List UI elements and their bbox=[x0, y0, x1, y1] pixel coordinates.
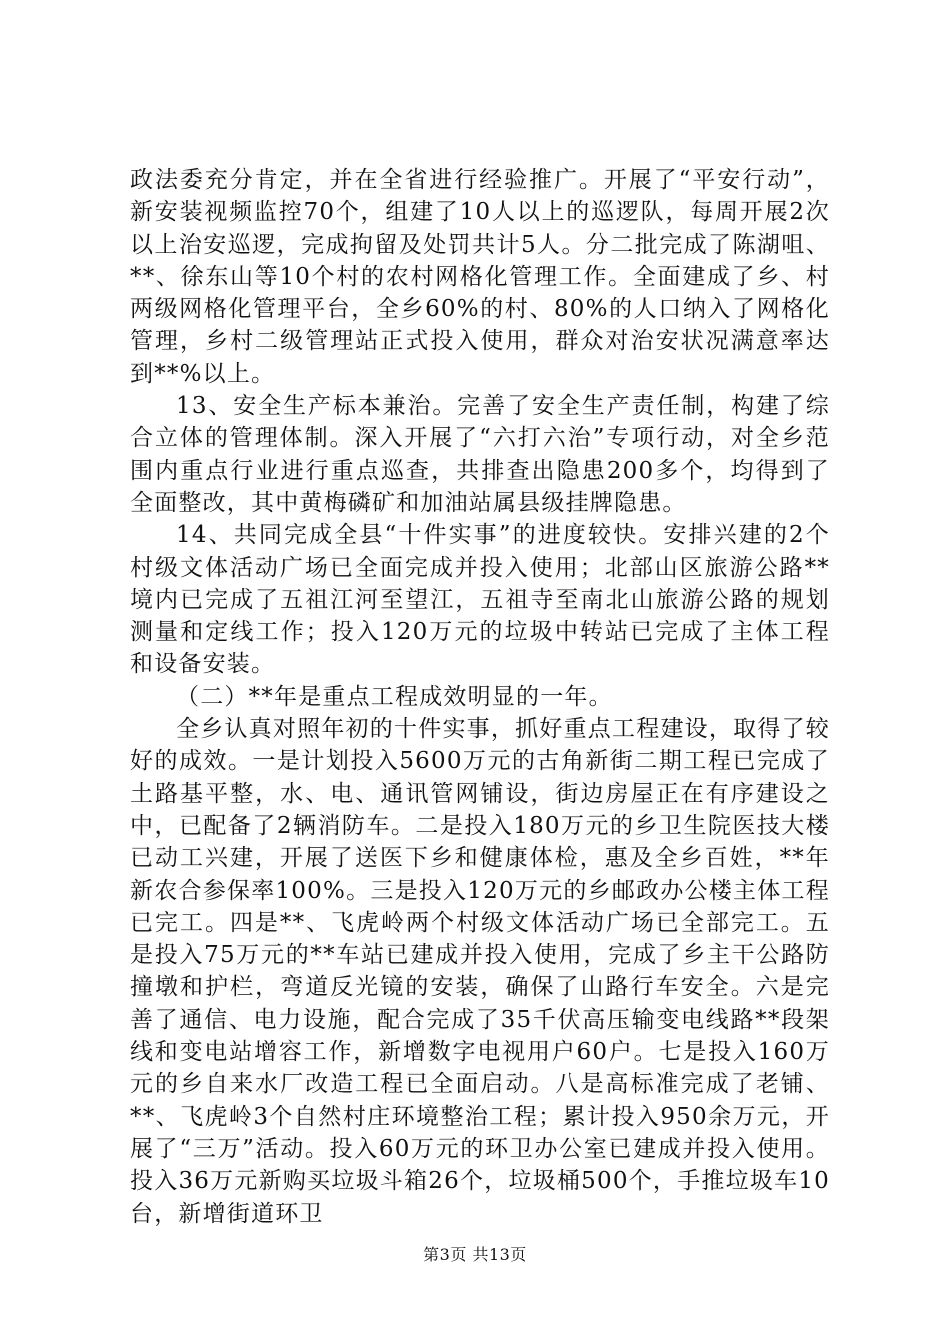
page-footer: 第3页 共13页 bbox=[423, 1245, 527, 1264]
section-heading: （二）**年是重点工程成效明显的一年。 bbox=[176, 683, 613, 710]
paragraph-key-projects: 全乡认真对照年初的十件实事，抓好重点工程建设，取得了较好的成效。一是计划投入5600万元的古角新街二期工程已完成了土路基平整，水、电、通讯管网铺设，街边房屋正在有序建设之中，已配备了2辆消防车。二是投入180万元的乡卫生院医技大楼已动工兴建，开展了送医下乡和健康体检，惠及全乡百姓，**年新农合参保率100%。三是投入120万元的乡邮政办公楼主体工程已完工。四是**、飞虎岭两个村级文体活动广场已全部完工。五是投入75万元的**车站已建成并投入使用，完成了乡主干公路防撞墩和护栏，弯道反光镜的安装，确保了山路行车安全。六是完善了通信、电力设施，配合完成了35千伏高压输变电线路**段架线和变电站增容工作，新增数字电视用户60户。七是投入160万元的乡自来水厂改造工程已全面启动。八是高标准完成了老铺、**、飞虎岭3个自然村庄环境整治工程；累计投入950余万元，开展了“三万”活动。投入60万元的环卫办公室已建成并投入使用。投入36万元新购买垃圾斗箱26个，垃圾桶500个，手推垃圾车10台，新增街道环卫 bbox=[130, 716, 830, 1227]
paragraph-continued: 政法委充分肯定，并在全省进行经验推广。开展了“平安行动”，新安装视频监控70个，组建了10人以上的巡逻队，每周开展2次以上治安巡逻，完成拘留及处罚共计5人。分二批完成了陈湖咀、**、徐东山等10个村的农村网格化管理工作。全面建成了乡、村两级网格化管理平台，全乡60%的村、80%的人口纳入了网格化管理，乡村二级管理站正式投入使用，群众对治安状况满意率达到**%以上。 bbox=[130, 167, 830, 387]
paragraph-item-14: 14、共同完成全县“十件实事”的进度较快。安排兴建的2个村级文体活动广场已全面完成并投入使用；北部山区旅游公路**境内已完成了五祖江河至望江，五祖寺至南北山旅游公路的规划测量和定线工作；投入120万元的垃圾中转站已完成了主体工程和设备安装。 bbox=[130, 522, 830, 678]
document-body bbox=[130, 164, 830, 1230]
paragraph-item-13: 13、安全生产标本兼治。完善了安全生产责任制，构建了综合立体的管理体制。深入开展了“六打六治”专项行动，对全乡范围内重点行业进行重点巡查，共排查出隐患200多个，均得到了全面整改，其中黄梅磷矿和加油站属县级挂牌隐患。 bbox=[130, 393, 830, 516]
